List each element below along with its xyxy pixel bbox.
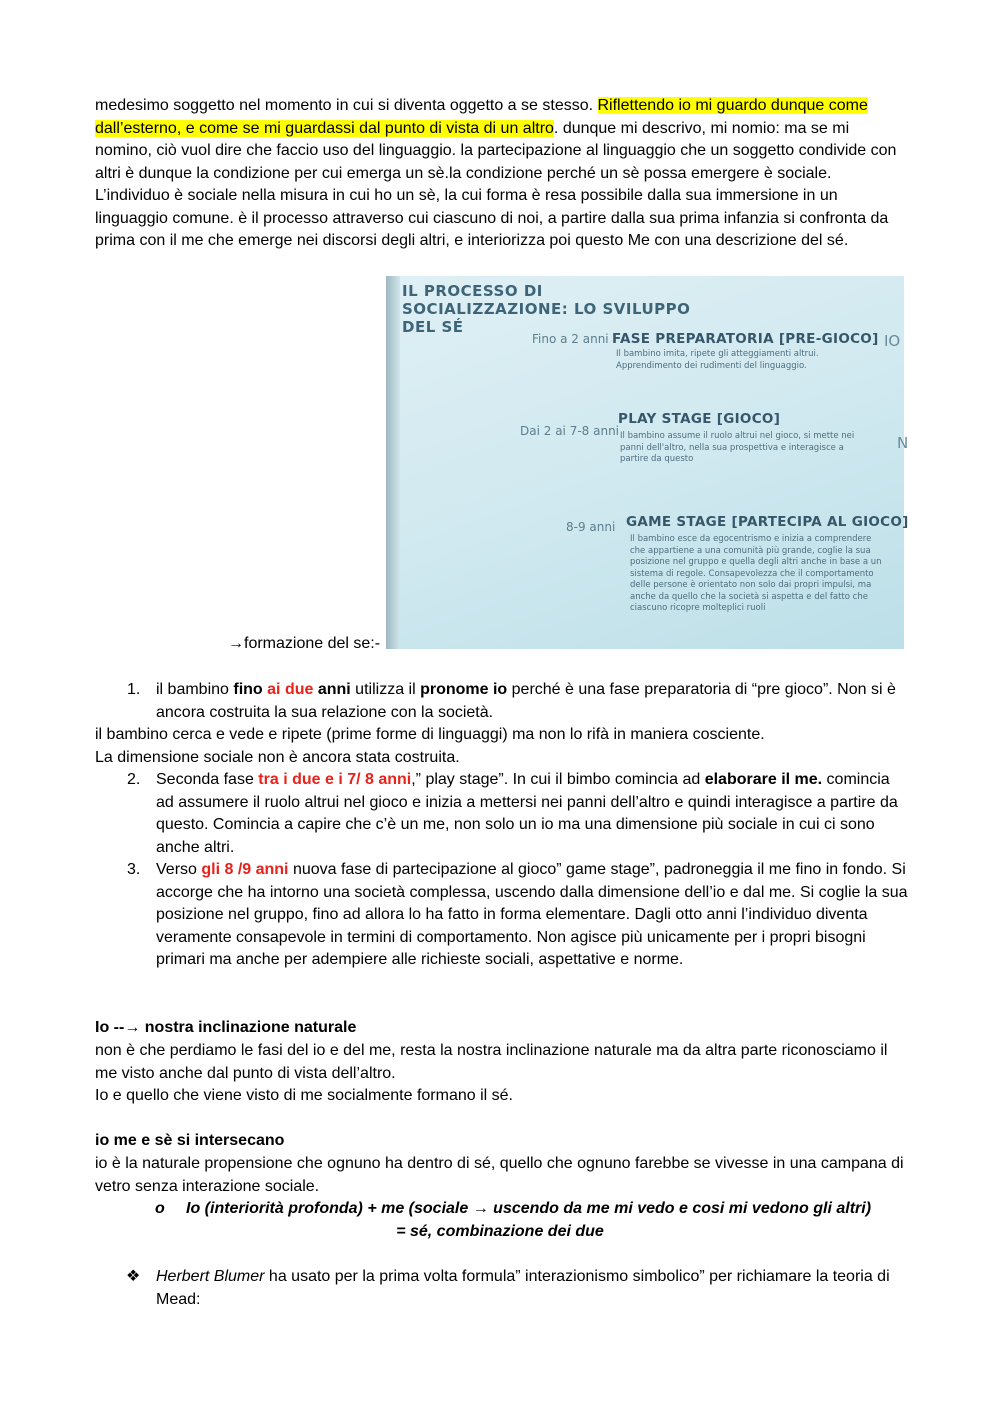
arrow-right-icon: → xyxy=(472,1200,489,1217)
item2-text-c: comincia ad assumere il ruolo altrui nel gioco e inizia a mettersi nei panni dell’altro e quindi interagisce a partire da questo. Comincia a capire che c’è un me, non solo un io ma una dimensione più sociale in cui ci sono anche altri. xyxy=(156,771,898,856)
stage-1-desc: Il bambino imita, ripete gli atteggiamenti altrui. Apprendimento dei rudimenti del linguaggio. xyxy=(616,349,819,371)
item1-bold-anni: anni xyxy=(313,681,351,698)
blumer-text: ha usato per la prima volta formula” interazionismo simbolico” per richiamare la teoria di Mead: xyxy=(156,1268,890,1308)
slide-title xyxy=(402,282,690,336)
item2-red-age: tra i due e i 7/ 8 anni xyxy=(258,771,412,788)
intro-text-rest: . dunque mi descrivo, mi nomio: ma se mi nomino, ciò vuol dire che faccio uso del linguaggio. la partecipazione al linguaggio che un soggetto condivide con altri è dunque la condizione per cui emerga un sè.la condizione perché un sè possa emergere è sociale. L’individuo è sociale nella misura in cui ho un sè, la cui forma è resa possibile dalla sua immersione in un linguaggio comune. è il processo attraverso cui ciascuno di noi, a partire dalla sua prima infanzia si confronta da prima con il me che emerge nei discorsi degli altri, e interiorizza poi questo Me con una descrizione del sé. xyxy=(95,119,897,249)
item1-text-b: utilizza il xyxy=(350,681,421,698)
stage-3-age: 8-9 anni xyxy=(566,520,616,534)
paragraph-io-2: Io e quello che viene visto di me socialmente formano il sé. xyxy=(95,1087,513,1104)
stage-3-desc: Il bambino esce da egocentrismo e inizia a comprendere che appartiene a una comunità più grande, coglie la sua posizione nel gruppo e quella degli altri anche in base a un sistema di regole. Consapevolezza che il comportamento delle persone è orientato non solo dai propri impulsi, ma anche da quello che la società si aspetta e del fatto che ciascuno ricopre molteplici ruoli xyxy=(630,534,882,613)
formazione-label: formazione del se:- xyxy=(244,635,381,652)
item2-text-a: Seconda fase xyxy=(156,771,259,788)
slide-edge-label-n: N xyxy=(897,434,909,452)
formazione-line xyxy=(228,633,398,655)
diamond-bullet-icon: ❖ xyxy=(126,1268,141,1285)
item3-text-a: Verso xyxy=(156,861,202,878)
stage-1-title: FASE PREPARATORIA [PRE-GIOCO] xyxy=(612,331,879,347)
item2-bold-me: elaborare il me. xyxy=(704,771,823,788)
intro-paragraph xyxy=(95,95,905,253)
stage-3-title: GAME STAGE [PARTECIPA AL GIOCO] xyxy=(626,514,909,530)
item1-text-a: il bambino xyxy=(156,681,234,698)
list-item-3 xyxy=(156,859,908,972)
list-item-2 xyxy=(156,769,908,859)
slide-shadow xyxy=(386,276,400,649)
slide-title-line-3: DEL SÉ xyxy=(402,318,464,336)
list-item-3-number: 3. xyxy=(127,861,141,878)
intro-text-start: medesimo soggetto nel momento in cui si diventa oggetto a se stesso. xyxy=(95,97,598,114)
item3-text-b: nuova fase di partecipazione al gioco” game stage”, padroneggia il me fino in fondo. Si accorge che ha intorno una società complessa, uscendo dalla dimensione dell’io e dal me. Si coglie la sua posizione nel gruppo, fino ad allora lo ha fatto in forma elementare. Dagli otto anni l’individuo diventa veramente consapevole in termini di comportamento. Non agisce più unicamente per i propri bisogni primari ma anche per adempiere alle richieste sociali, aspettative e norme. xyxy=(156,861,908,968)
item1-bold-fino: fino xyxy=(233,681,263,698)
item1-bold-pronome: pronome io xyxy=(420,681,508,698)
stage-1-age: Fino a 2 anni xyxy=(532,332,609,346)
formula-line-2: = sé, combinazione dei due xyxy=(396,1223,604,1240)
list-item-2-number: 2. xyxy=(127,771,141,788)
note-line-a: il bambino cerca e vede e ripete (prime forme di linguaggi) ma non lo rifà in maniera cosciente. xyxy=(95,726,765,743)
slide-title-line-1: IL PROCESSO DI xyxy=(402,282,543,300)
note-line-b: La dimensione sociale non è ancora stata costruita. xyxy=(95,749,460,766)
paragraph-io: non è che perdiamo le fasi del io e del me, resta la nostra inclinazione naturale ma da altra parte riconosciamo il me visto anche dal punto di vista dell’altro. xyxy=(95,1042,888,1082)
slide-photo xyxy=(386,276,909,649)
stage-2-desc: Il bambino assume il ruolo altrui nel gioco, si mette nei panni dell'altro, nella sua prospettiva e interagisce a partire da questo xyxy=(620,431,855,464)
item3-red-age: gli 8 /9 anni xyxy=(201,861,289,878)
arrow-right-icon: → xyxy=(228,635,244,652)
list-item-1 xyxy=(156,679,908,724)
list-item-1-number: 1. xyxy=(127,681,141,698)
heading-intersecano: io me e sè si intersecano xyxy=(95,1132,285,1149)
item2-text-b: ,” play stage”. In cui il bimbo comincia ad xyxy=(411,771,705,788)
highlighted-sentence: Riflettendo io mi guardo dunque come dall’esterno, e come se mi guardassi dal punto di vista di un altro xyxy=(95,97,868,137)
blumer-paragraph xyxy=(156,1266,908,1311)
formula-bullet: o xyxy=(155,1200,165,1217)
blumer-name: Herbert Blumer xyxy=(156,1268,265,1285)
stage-2-title: PLAY STAGE [GIOCO] xyxy=(618,411,781,427)
formula-text-a: Io (interiorità profonda) + me (sociale xyxy=(186,1200,473,1217)
item1-red-ai-due: ai due xyxy=(267,681,314,698)
item1-text-c: perché è una fase preparatoria di “pre gioco”. Non si è ancora costruita la sua relazione con la società. xyxy=(156,681,896,721)
paragraph-intersecano: io è la naturale propensione che ognuno ha dentro di sé, quello che ognuno farebbe se vivesse in una campana di vetro senza interazione sociale. xyxy=(95,1155,904,1195)
formula-text-b: uscendo da me mi vedo e cosi mi vedono gli altri) xyxy=(488,1200,872,1217)
slide-edge-label-io: IO xyxy=(884,332,901,350)
slide-title-line-2: SOCIALIZZAZIONE: LO SVILUPPO xyxy=(402,300,691,318)
formula-line-1 xyxy=(186,1198,871,1221)
stage-2-age: Dai 2 ai 7-8 anni xyxy=(520,424,620,438)
heading-io: Io --→ nostra inclinazione naturale xyxy=(95,1019,357,1036)
